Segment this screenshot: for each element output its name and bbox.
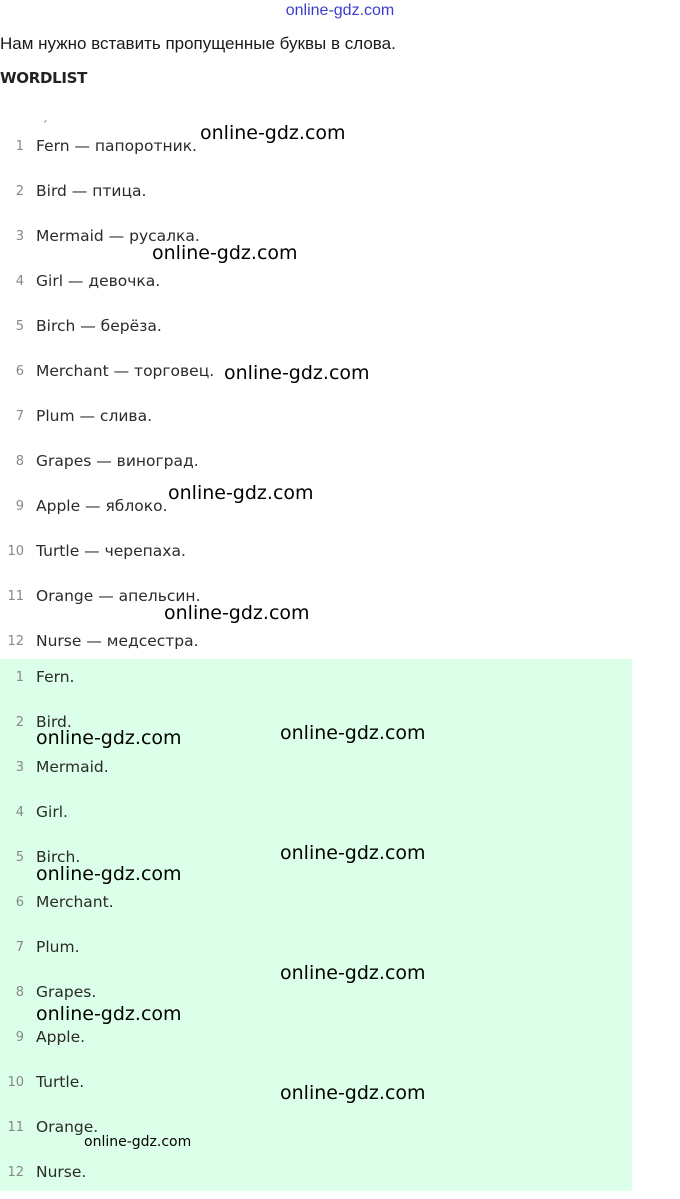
item-number: 10. 10	[7, 544, 24, 559]
item-text: Bird.	[36, 713, 72, 731]
item-text: Grapes.	[36, 983, 97, 1001]
item-text: Orange — апельсин.	[36, 587, 201, 605]
item-number: 1. 1	[15, 139, 24, 154]
item-text: Birch.	[36, 848, 81, 866]
item-number: 12. 12	[7, 1165, 24, 1180]
item-text: Merchant.	[36, 893, 114, 911]
site-watermark-top: online-gdz.com	[285, 2, 395, 19]
item-number: 4. 4	[15, 805, 24, 820]
item-text: Mermaid — русалка.	[36, 227, 200, 245]
item-text: Plum.	[36, 938, 80, 956]
item-number: 10. 10	[7, 1075, 24, 1090]
answer-item	[0, 794, 632, 839]
wordlist-item	[0, 169, 632, 214]
watermark: online-gdz.com	[280, 842, 426, 864]
intro-text: Нам нужно вставить пропущенные буквы в слова.	[0, 34, 396, 53]
item-text: Turtle — черепаха.	[36, 542, 186, 560]
item-number: 7. 7	[15, 940, 24, 955]
item-number: 5. 5	[15, 319, 24, 334]
watermark: online-gdz.com	[164, 602, 310, 624]
watermark: online-gdz.com	[36, 1003, 182, 1025]
wordlist-item	[0, 484, 632, 529]
wordlist-item	[0, 574, 632, 619]
item-number: 4. 4	[15, 274, 24, 289]
stray-mark: ´	[42, 119, 48, 132]
wordlist-item	[0, 259, 632, 304]
wordlist-heading: WORDLIST	[0, 69, 88, 87]
wordlist-item	[0, 619, 632, 664]
item-number: 3. 3	[15, 229, 24, 244]
item-text: Nurse.	[36, 1163, 87, 1181]
wordlist-item	[0, 439, 632, 484]
watermark: online-gdz.com	[280, 722, 426, 744]
wordlist-item	[0, 304, 632, 349]
answer-item	[0, 659, 632, 704]
watermark: online-gdz.com	[280, 1082, 426, 1104]
item-number: 9. 9	[15, 1030, 24, 1045]
watermark: online-gdz.com	[84, 1134, 192, 1150]
item-text: Girl.	[36, 803, 68, 821]
item-number: 3. 3	[15, 760, 24, 775]
watermark: online-gdz.com	[36, 863, 182, 885]
answer-item	[0, 749, 632, 794]
item-number: 12. 12	[7, 634, 24, 649]
item-text: Apple — яблоко.	[36, 497, 168, 515]
item-text: Birch — берёза.	[36, 317, 162, 335]
item-text: Mermaid.	[36, 758, 109, 776]
item-number: 11. 11	[7, 1120, 24, 1135]
wordlist-item	[0, 529, 632, 574]
item-number: 11. 11	[7, 589, 24, 604]
watermark: online-gdz.com	[200, 122, 346, 144]
wordlist	[0, 124, 632, 664]
item-number: 6. 6	[15, 895, 24, 910]
item-text: Nurse — медсестра.	[36, 632, 199, 650]
item-number: 2. 2	[15, 184, 24, 199]
answer-item	[0, 1154, 632, 1199]
wordlist-item	[0, 394, 632, 439]
item-text: Merchant — торговец.	[36, 362, 215, 380]
item-number: 5. 5	[15, 850, 24, 865]
item-text: Grapes — виноград.	[36, 452, 199, 470]
item-text: Turtle.	[36, 1073, 85, 1091]
watermark: online-gdz.com	[224, 362, 370, 384]
item-number: 1. 1	[15, 670, 24, 685]
item-text: Fern.	[36, 668, 75, 686]
item-number: 8. 8	[15, 985, 24, 1000]
item-text: Orange.	[36, 1118, 99, 1136]
item-number: 7. 7	[15, 409, 24, 424]
answer-item	[0, 1019, 632, 1064]
item-text: Girl — девочка.	[36, 272, 161, 290]
watermark: online-gdz.com	[152, 242, 298, 264]
item-number: 8. 8	[15, 454, 24, 469]
item-text: Plum — слива.	[36, 407, 152, 425]
item-text: Bird — птица.	[36, 182, 147, 200]
item-number: 9. 9	[15, 499, 24, 514]
item-number: 2. 2	[15, 715, 24, 730]
watermark: online-gdz.com	[168, 482, 314, 504]
wordlist-item	[0, 214, 632, 259]
answer-item	[0, 884, 632, 929]
item-text: Fern — папоротник.	[36, 137, 197, 155]
item-number: 6. 6	[15, 364, 24, 379]
watermark: online-gdz.com	[280, 962, 426, 984]
watermark: online-gdz.com	[36, 727, 182, 749]
item-text: Apple.	[36, 1028, 86, 1046]
